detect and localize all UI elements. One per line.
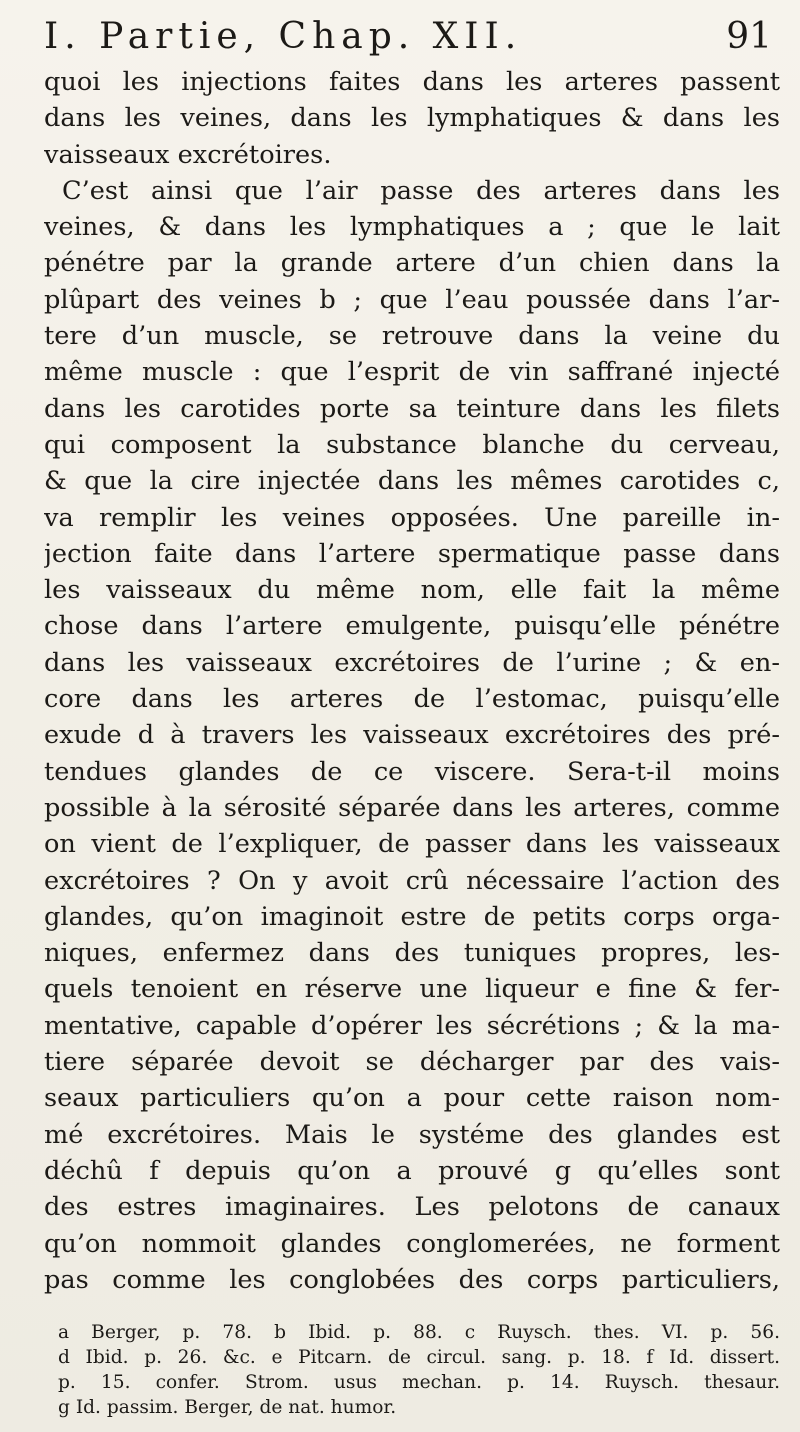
body-text [44, 64, 780, 1298]
body-line: niques, enfermez dans des tuniques propres, les- [44, 938, 780, 969]
body-line: quels tenoient en réserve une liqueur e fine & fer- [44, 974, 780, 1005]
body-line: dans les carotides porte sa teinture dans les filets [44, 393, 780, 424]
page-number: 91 [726, 16, 772, 57]
body-line: exude d à travers les vaisseaux excrétoires des pré- [44, 720, 780, 751]
body-line: mentative, capable d’opérer les sécrétions ; & la ma- [44, 1010, 780, 1041]
body-line: les vaisseaux du même nom, elle fait la même [44, 575, 780, 606]
body-line: qu’on nommoit glandes conglomerées, ne forment [44, 1228, 780, 1259]
body-line: des estres imaginaires. Les pelotons de canaux [44, 1192, 780, 1223]
body-line: tiere séparée devoit se décharger par des vais- [44, 1047, 780, 1078]
footnotes [44, 1320, 780, 1420]
body-line: possible à la sérosité séparée dans les arteres, comme [44, 792, 780, 823]
body-line: C’est ainsi que l’air passe des arteres dans les [62, 175, 780, 206]
body-line: même muscle : que l’esprit de vin saffrané injecté [44, 357, 780, 388]
body-line: veines, & dans les lymphatiques a ; que le lait [44, 212, 780, 243]
body-line: va remplir les veines opposées. Une pareille in- [44, 502, 780, 533]
body-line: excrétoires ? On y avoit crû nécessaire l’action des [44, 865, 780, 896]
body-line: quoi les injections faites dans les arteres passent [44, 67, 780, 97]
body-line: déchû f depuis qu’on a prouvé g qu’elles sont [44, 1155, 780, 1186]
running-head-title: I. Partie, Chap. XII. [44, 16, 523, 57]
running-head [44, 14, 780, 60]
footnote-line: a Berger, p. 78. b Ibid. p. 88. c Ruysch. thes. VI. p. 56. [58, 1322, 780, 1344]
body-line: mé excrétoires. Mais le systéme des glandes est [44, 1119, 780, 1150]
body-line: chose dans l’artere emulgente, puisqu’elle pénétre [44, 611, 780, 642]
body-line: pénétre par la grande artere d’un chien dans la [44, 248, 780, 279]
footnote-line: d Ibid. p. 26. &c. e Pitcarn. de circul. sang. p. 18. f Id. dissert. [58, 1347, 780, 1369]
body-line: plûpart des veines b ; que l’eau poussée dans l’ar- [44, 284, 780, 315]
body-line: pas comme les conglobées des corps particuliers, [44, 1264, 780, 1295]
footnote-line: p. 15. confer. Strom. usus mechan. p. 14. Ruysch. thesaur. [58, 1372, 780, 1394]
body-line: vaisseaux excrétoires. [44, 139, 332, 170]
body-line: tere d’un muscle, se retrouve dans la veine du [44, 321, 780, 352]
footnote-line: g Id. passim. Berger, de nat. humor. [58, 1397, 397, 1419]
body-line: dans les vaisseaux excrétoires de l’urine ; & en- [44, 647, 780, 678]
body-line: qui composent la substance blanche du cerveau, [44, 429, 780, 460]
body-line: dans les veines, dans les lymphatiques & dans les [44, 103, 780, 134]
body-line: tendues glandes de ce viscere. Sera-t-il moins [44, 756, 780, 787]
body-line: seaux particuliers qu’on a pour cette raison nom- [44, 1083, 780, 1114]
body-line: core dans les arteres de l’estomac, puisqu’elle [44, 684, 780, 715]
body-line: jection faite dans l’artere spermatique passe dans [44, 538, 780, 569]
body-line: glandes, qu’on imaginoit estre de petits corps orga- [44, 901, 780, 932]
body-line: & que la cire injectée dans les mêmes carotides c, [44, 466, 780, 497]
body-line: on vient de l’expliquer, de passer dans les vaisseaux [44, 829, 780, 860]
